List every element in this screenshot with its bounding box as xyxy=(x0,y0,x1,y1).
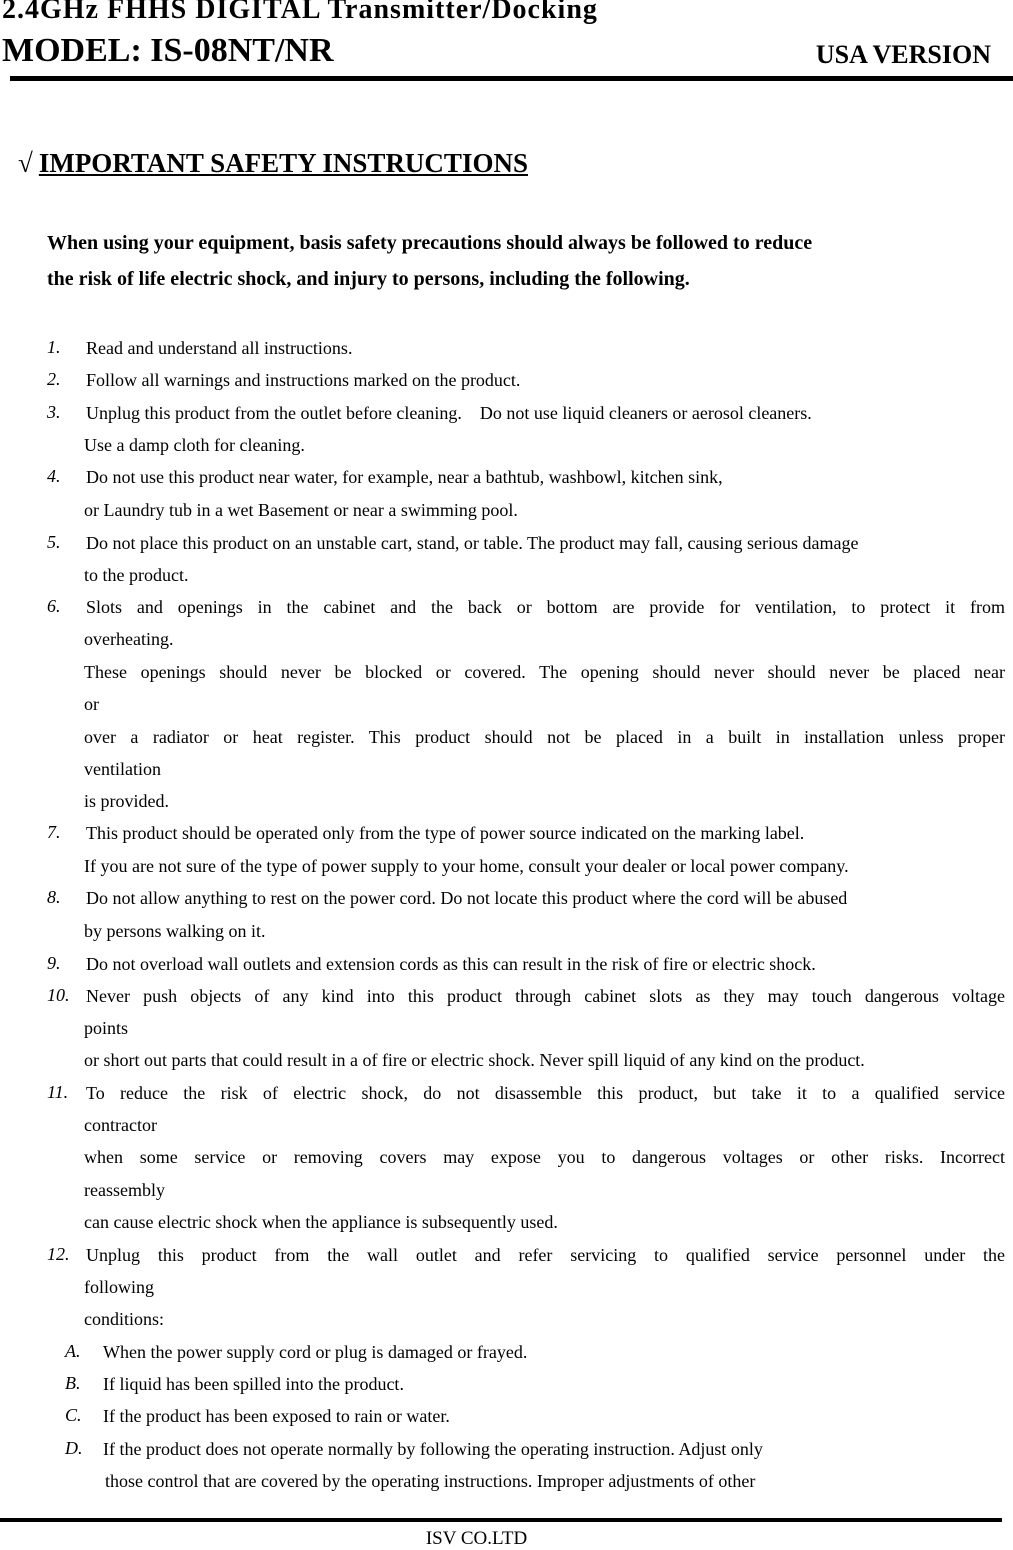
item-line: Unplug this product from the wall outlet and refer servicing to qualified service personnel under the xyxy=(86,1245,1005,1265)
item-line: when some service or removing covers may expose you to dangerous voltages or other risks. Incorrect xyxy=(84,1147,1005,1167)
item-line: Unplug this product from the outlet before cleaning. Do not use liquid cleaners or aerosol cleaners. xyxy=(86,403,812,423)
subitem-line: If the product has been exposed to rain or water. xyxy=(103,1406,450,1426)
subitem-letter: D. xyxy=(65,1438,83,1458)
header-rule xyxy=(10,76,1013,81)
subitem-letter: B. xyxy=(65,1373,81,1393)
item-number: 7. xyxy=(47,822,61,842)
item-number: 2. xyxy=(47,369,61,389)
item-line: can cause electric shock when the appliance is subsequently used. xyxy=(84,1212,558,1232)
item-number: 12. xyxy=(47,1244,70,1264)
version-label: USA VERSION xyxy=(815,40,991,69)
footer-rule xyxy=(0,1518,1002,1522)
item-line: Slots and openings in the cabinet and the back or bottom are provide for ventilation, to protect it from xyxy=(86,597,1005,617)
item-number: 10. xyxy=(47,985,70,1005)
check-mark-icon: √ xyxy=(18,148,33,178)
item-line: To reduce the risk of electric shock, do not disassemble this product, but take it to a qualified service xyxy=(86,1083,1005,1103)
item-line: reassembly xyxy=(84,1180,165,1200)
item-line: This product should be operated only from the type of power source indicated on the marking label. xyxy=(86,823,805,843)
model-title: MODEL: IS-08NT/NR xyxy=(2,32,334,69)
item-line: Do not use this product near water, for example, near a bathtub, washbowl, kitchen sink, xyxy=(86,467,723,487)
item-line: ventilation xyxy=(84,759,161,779)
item-line: by persons walking on it. xyxy=(84,921,266,941)
subitem-line: those control that are covered by the operating instructions. Improper adjustments of other xyxy=(105,1471,756,1491)
item-number: 5. xyxy=(47,532,61,552)
item-line: Follow all warnings and instructions marked on the product. xyxy=(86,370,521,390)
intro-line-2: the risk of life electric shock, and injury to persons, including the following. xyxy=(47,268,690,290)
item-line: These openings should never be blocked or covered. The opening should never should never be placed near xyxy=(84,662,1005,682)
item-line: Use a damp cloth for cleaning. xyxy=(84,435,305,455)
item-number: 11. xyxy=(47,1082,69,1102)
item-line: Never push objects of any kind into this product through cabinet slots as they may touch dangerous voltage xyxy=(86,986,1005,1006)
item-line: contractor xyxy=(84,1115,157,1135)
item-number: 1. xyxy=(47,337,61,357)
footer-company: ISV CO.LTD xyxy=(425,1528,528,1549)
subitem-line: When the power supply cord or plug is damaged or frayed. xyxy=(103,1342,528,1362)
item-number: 9. xyxy=(47,953,61,973)
subitem-letter: C. xyxy=(65,1405,82,1425)
subitem-letter: A. xyxy=(65,1341,81,1361)
item-line: Do not allow anything to rest on the power cord. Do not locate this product where the cord will be abused xyxy=(86,888,848,908)
item-number: 4. xyxy=(47,466,61,486)
section-title xyxy=(18,148,528,179)
item-line: points xyxy=(84,1018,129,1038)
item-line: Do not place this product on an unstable cart, stand, or table. The product may fall, causing serious damage xyxy=(86,533,859,553)
item-line: Do not overload wall outlets and extension cords as this can result in the risk of fire or electric shock. xyxy=(86,954,816,974)
subitem-line: If liquid has been spilled into the product. xyxy=(103,1374,404,1394)
item-line: If you are not sure of the type of power supply to your home, consult your dealer or local power company. xyxy=(84,856,849,876)
item-line: overheating. xyxy=(84,629,174,649)
item-line: conditions: xyxy=(84,1309,164,1329)
section-title-text: IMPORTANT SAFETY INSTRUCTIONS xyxy=(38,148,528,178)
item-line: following xyxy=(84,1277,154,1297)
item-line: Read and understand all instructions. xyxy=(86,338,353,358)
item-line: or xyxy=(84,694,99,714)
item-line: or short out parts that could result in a of fire or electric shock. Never spill liquid of any kind on the product. xyxy=(84,1050,865,1070)
item-line: is provided. xyxy=(84,791,169,811)
item-number: 3. xyxy=(47,402,61,422)
item-number: 8. xyxy=(47,887,61,907)
intro-line-1: When using your equipment, basis safety precautions should always be followed to reduce xyxy=(47,232,813,254)
subitem-line: If the product does not operate normally by following the operating instruction. Adjust only xyxy=(103,1439,763,1459)
item-line: or Laundry tub in a wet Basement or near a swimming pool. xyxy=(84,500,518,520)
item-line: to the product. xyxy=(84,565,189,585)
item-number: 6. xyxy=(47,596,61,616)
item-line: over a radiator or heat register. This product should not be placed in a built in installation unless proper xyxy=(84,727,1005,747)
document-header-line: 2.4GHz FHHS DIGITAL Transmitter/Docking xyxy=(2,0,598,25)
